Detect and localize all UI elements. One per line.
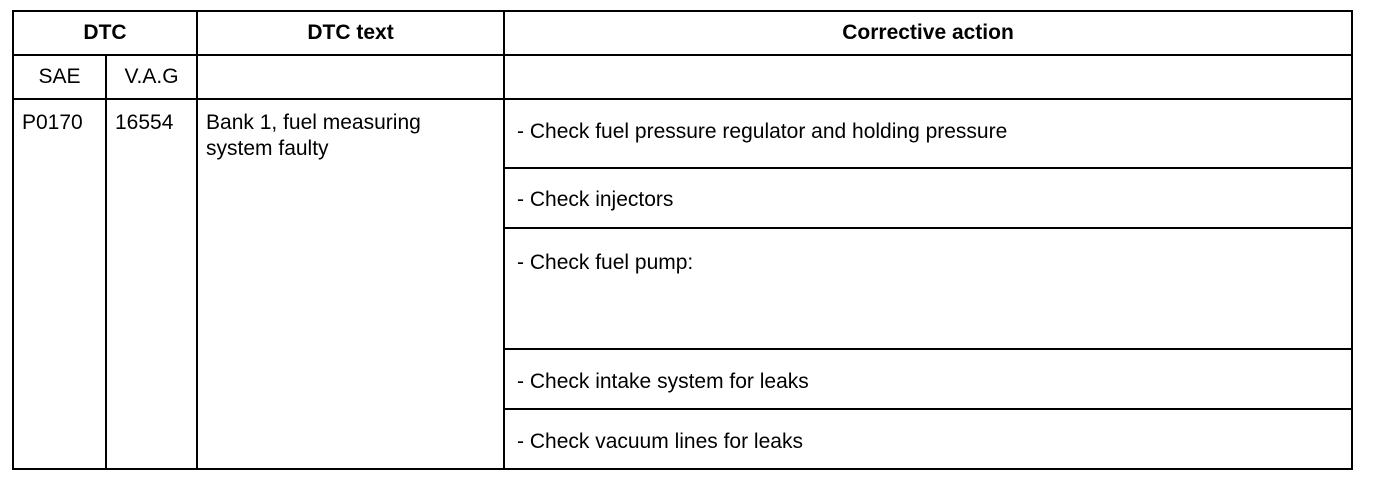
subheader-sae: SAE xyxy=(13,55,106,99)
header-dtc: DTC xyxy=(13,11,197,55)
dtc-description-line1: Bank 1, fuel measuring xyxy=(206,111,421,134)
dtc-description-cell xyxy=(197,99,504,469)
vag-code: 16554 xyxy=(115,111,174,134)
subheader-vag: V.A.G xyxy=(106,55,197,99)
action-item: - Check fuel pump: xyxy=(517,251,694,274)
sae-code-cell xyxy=(13,99,106,469)
action-cell xyxy=(504,168,1352,228)
dtc-description-line2: system faulty xyxy=(206,137,329,160)
dtc-table xyxy=(12,10,1353,470)
action-cell xyxy=(504,99,1352,168)
table-row xyxy=(13,99,1352,168)
action-cell xyxy=(504,228,1352,349)
action-item: - Check intake system for leaks xyxy=(517,370,809,393)
vag-code-cell xyxy=(106,99,197,469)
action-item: - Check fuel pressure regulator and holding pressure xyxy=(517,120,1008,143)
action-item: - Check injectors xyxy=(517,188,674,211)
header-corrective-action: Corrective action xyxy=(504,11,1352,55)
sae-code: P0170 xyxy=(22,111,83,134)
subheader-row xyxy=(13,55,1352,99)
header-row xyxy=(13,11,1352,55)
action-cell xyxy=(504,409,1352,469)
header-dtc-text: DTC text xyxy=(197,11,504,55)
action-cell xyxy=(504,349,1352,409)
subheader-empty-action xyxy=(504,55,1352,99)
action-item: - Check vacuum lines for leaks xyxy=(517,430,803,453)
subheader-empty-text xyxy=(197,55,504,99)
